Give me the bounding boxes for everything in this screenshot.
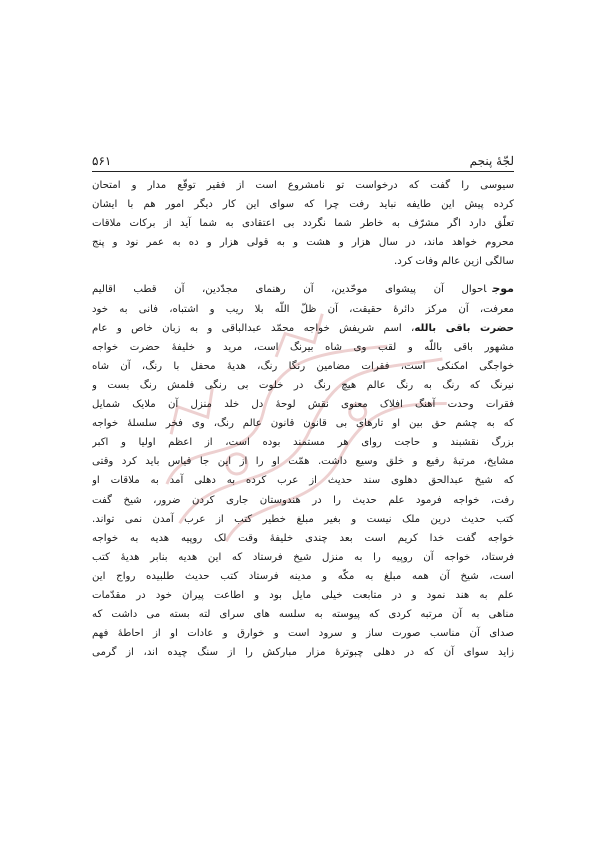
header-rule [92,171,514,172]
text-line: حضرت باقی بالله، اسم شریفش خواجه محمّد عبدالباقی و به زبان خاص و عام [92,322,514,334]
text-line: است، شیخ آن همه مبلغ به مکّه و مدینه فرستاد کتب حدیث طلبیده رواج این [92,570,514,582]
marginal-label: موج [492,282,514,296]
text-line: بزرگ نقشبند و حاجت روای هر مستمند بوده است، از اعظم اولیا و اکبر [92,437,514,449]
text-line: مشایخ، مرتبهٔ رفیع و خلق وسیع داشت. همّت او را از این جا قیاس باید کرد وقتی [92,456,514,468]
text-line: علم به هند نمود و در متابعت خیلی مایل بود و اطاعت پیران خود در مقدّمات [92,589,514,601]
text-line: معرفت، آن مرکز دائرهٔ حقیقت، آن ظلّ اللّه بلا ریب و اشتباه، فانی به خود [92,303,514,315]
text-line: صدای آن مناسب صورت ساز و سرود است و خوارق و عادات او از احاطهٔ فهم [92,628,514,640]
page-header [92,150,514,168]
text-line: مناهی به آن مرتبه کردی که پیوسته به سلسه های سرای لته بسته می داشت که [92,609,514,621]
paragraph-2 [92,279,514,662]
text-line: کرده پیش این طایفه نباید رفت چرا که سوای این کار دیگر امور هم با ایشان [92,199,514,211]
text-line: خواجگی امکنکی است، فقرات مضامین رنگا رنگ، هدیهٔ محفل با رنگ، آن شاه [92,360,514,372]
text-line: مشهور باقی باللّه و لقب وی شاه بیرنگ است، مرید و خلیفهٔ حضرت خواجه [92,341,514,353]
text-line: که به چشم حق بین او تارهای بی قانون قانون عالم رنگ، وی فخر سلسلهٔ خواجه [92,418,514,430]
text-line: موجاحوال آن پیشوای موحّدین، آن رهنمای مجدّدین، آن قطب اقالیم [92,282,514,296]
text-line: رفت، خواجه فرمود علم حدیث را در هندوستان جاری کردن ضرور، شیخ گفت [92,494,514,506]
text-line: سیوسی را گفت که درخواست تو نامشروع است از فقیر توقّع مدار و امتحان [92,180,514,191]
paragraph-1 [92,176,514,271]
text-line: خواجه گفت خدا کریم است بعد چندی خلیفهٔ وقت لک روپیه هدیه به خواجه [92,532,514,544]
text-line: که شیخ عبدالحق دهلوی سند حدیث از عرب کرده به دهلی آمد به ملاقات او [92,475,514,487]
text-line: فرستاد، خواجه آن روپیه را به منزل شیخ فرستاد که این هدیه بنابر هدیهٔ کتب [92,551,514,563]
text-line: فقرات وحدت آهنگ افلاک معنوی نقش لوحهٔ دل خلد منزل آن ملایک شمایل [92,399,514,411]
body-text [92,176,514,662]
text-line: محروم خواهد ماند، در سال هزار و هشت و به قولی هزار و ده به عمر نود و پنج [92,237,514,249]
text-line: نیرنگ که رنگ به رنگ عالم هیچ رنگ در خلوت بی رنگی فلمش رنگ بست و [92,379,514,391]
text-line: تعلّق دارد اگر مشرّف به خاطر شما نگردد بی اعتقادی به شما آید از برکات ملاقات [92,218,514,230]
text-line: سالگی ازین عالم وفات کرد. [394,256,514,268]
chapter-title: لجّهٔ پنجم [469,154,514,168]
text-line: کتب حدیث درین ملک نیست و بغیر مبلغ خطیر کتب از عرب آمدن نمی تواند. [92,513,514,525]
text-line: زاید سوای آن که در دهلی چبوترهٔ مزار مبارکش را از سنگ چیده اند، از گرمی [92,647,514,659]
page-number: ۵۶۱ [92,154,112,168]
name-bold: حضرت باقی بالله [414,322,514,334]
